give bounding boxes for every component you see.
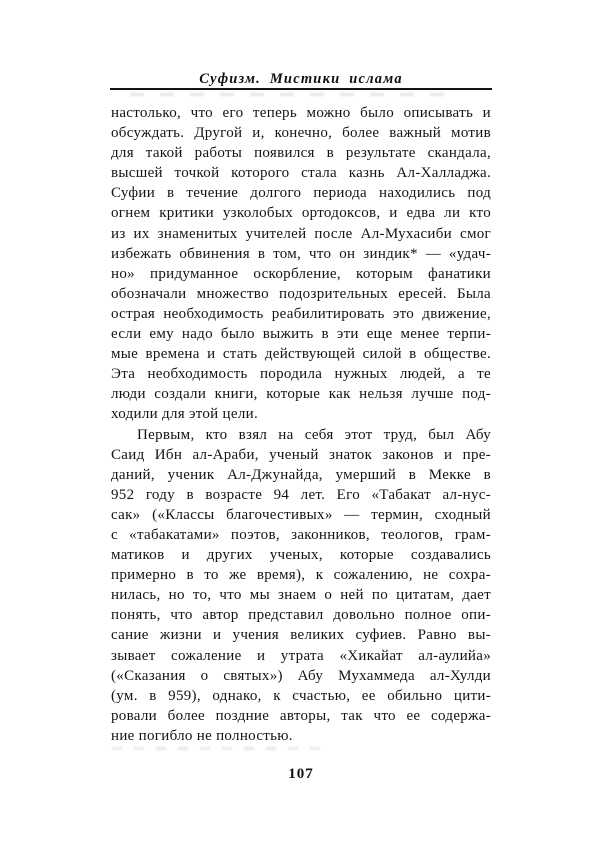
text-line: Саид Ибн ал-Араби, ученый знаток законов и пре-: [111, 446, 491, 463]
text-line: ходили для этой цели.: [111, 406, 259, 423]
text-line: обсуждать. Другой и, конечно, более важный мотив: [111, 125, 491, 142]
text-line: с «табакатами» поэтов, законников, теологов, грам-: [111, 526, 491, 543]
running-header: [110, 70, 492, 88]
text-line: ровали более поздние авторы, так что ее содержа-: [111, 707, 491, 724]
text-line: острая необходимость реабилитировать это движение,: [111, 305, 491, 322]
text-line: (ум. в 959), однако, к счастью, ее обильно цити-: [111, 687, 491, 704]
text-line: зывает сожаление и утрата «Хикайат ал-аулийа»: [111, 647, 491, 664]
running-header-title: Суфизм. Мистики ислама: [199, 71, 403, 87]
page-number: 107: [288, 766, 314, 782]
scan-bleed-artifact: [130, 93, 460, 96]
text-line: люди создали книги, которые как нельзя лучше под-: [111, 386, 491, 403]
text-line: сание жизни и учения великих суфиев. Равно вы-: [111, 627, 491, 644]
text-line: ние погибло не полностью.: [111, 727, 293, 744]
text-line: избежать обвинения в том, что он зиндик* — «удач-: [111, 245, 491, 262]
text-line: Суфии в течение долгого периода находились под: [111, 185, 491, 202]
text-line: Эта необходимость породила нужных людей, а те: [111, 366, 491, 383]
text-line: для такой работы появился в результате скандала,: [111, 145, 491, 162]
text-line: если ему надо было выжить в эти еще менее терпи-: [111, 326, 491, 343]
text-line: но» придуманное оскорбление, которым фанатики: [111, 265, 491, 282]
text-line: понять, что автор представил довольно полное опи-: [111, 607, 491, 624]
text-line: даний, ученик Ал-Джунайда, умерший в Мекке в: [111, 466, 491, 483]
text-line: («Сказания о святых») Абу Мухаммеда ал-Хулди: [111, 667, 491, 684]
text-line: Первым, кто взял на себя этот труд, был Абу: [137, 426, 491, 443]
text-line: огнем критики узколобых ортодоксов, и едва ли кто: [111, 205, 491, 222]
header-rule: [110, 88, 492, 90]
text-line: настолько, что его теперь можно было описывать и: [111, 105, 491, 121]
text-line: высшей точкой которого стала казнь Ал-Халладжа.: [111, 165, 491, 182]
text-line: 952 году в возрасте 94 лет. Его «Табакат ал-нус-: [111, 486, 491, 503]
text-line: из их знаменитых учителей после Ал-Мухасиби смог: [111, 225, 491, 242]
text-line: сак» («Классы благочестивых» — термин, сходный: [111, 506, 491, 523]
text-line: матиков и других ученых, которые создавались: [111, 547, 491, 564]
text-line: мые времена и стать действующей силой в обществе.: [111, 346, 491, 363]
body-text: [111, 103, 491, 746]
text-line: обозначали множество подозрительных ересей. Была: [111, 285, 491, 302]
text-line: примерно в то же время), к сожалению, не сохра-: [111, 567, 491, 584]
scan-bleed-artifact: [112, 747, 322, 750]
text-line: нилась, но то, что мы знаем о ней по цитатам, дает: [111, 587, 491, 604]
